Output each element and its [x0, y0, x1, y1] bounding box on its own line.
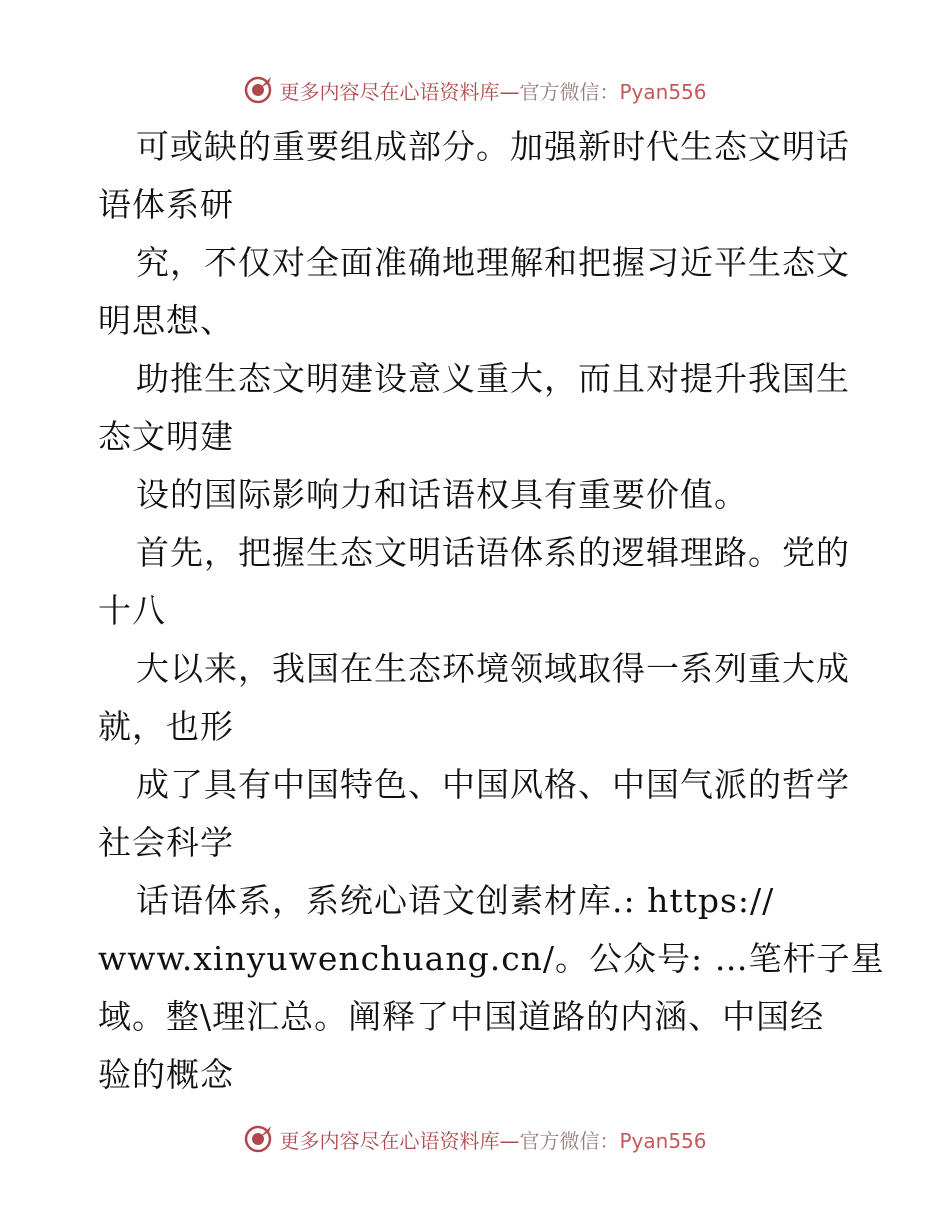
text-line: www.xinyuwenchuang.cn/。公众号: …笔杆子星: [98, 939, 885, 978]
text-line: 验的概念: [98, 1055, 234, 1094]
text-line: 十八: [98, 591, 166, 630]
text-line: 话语体系，系统心语文创素材库.: https://: [136, 881, 775, 920]
footer-watermark: [0, 1119, 950, 1159]
watermark-dash: —: [499, 1128, 520, 1153]
watermark-text: [279, 1125, 706, 1154]
text-line: 大以来，我国在生态环境领域取得一系列重大成: [136, 649, 850, 688]
watermark-label: 官方微信：: [519, 1128, 620, 1153]
watermark-text: [279, 76, 706, 105]
text-line: 成了具有中国特色、中国风格、中国气派的哲学: [136, 765, 850, 804]
text-line: 设的国际影响力和话语权具有重要价值。: [136, 475, 748, 514]
text-line: 态文明建: [98, 417, 234, 456]
watermark-id: Pyan556: [619, 1128, 707, 1153]
text-line: 社会科学: [98, 823, 234, 862]
quill-logo-icon: [243, 1124, 273, 1154]
text-line: 就，也形: [98, 707, 234, 746]
text-line: 首先，把握生态文明话语体系的逻辑理路。党的: [136, 533, 850, 572]
text-line: 语体系研: [98, 185, 234, 224]
text-line: 明思想、: [98, 301, 234, 340]
text-line: 域。整\理汇总。阐释了中国道路的内涵、中国经: [98, 997, 825, 1036]
watermark-main: 更多内容尽在心语资料库: [279, 79, 500, 104]
watermark-id: Pyan556: [619, 79, 707, 104]
text-line: 助推生态文明建设意义重大，而且对提升我国生: [136, 359, 850, 398]
text-line: 究，不仅对全面准确地理解和把握习近平生态文: [136, 243, 850, 282]
quill-logo-icon: [243, 75, 273, 105]
document-body: [98, 118, 885, 1104]
watermark-label: 官方微信：: [519, 79, 620, 104]
text-line: 可或缺的重要组成部分。加强新时代生态文明话: [136, 127, 850, 166]
watermark-main: 更多内容尽在心语资料库: [279, 1128, 500, 1153]
header-watermark: [0, 70, 950, 110]
watermark-dash: —: [499, 79, 520, 104]
